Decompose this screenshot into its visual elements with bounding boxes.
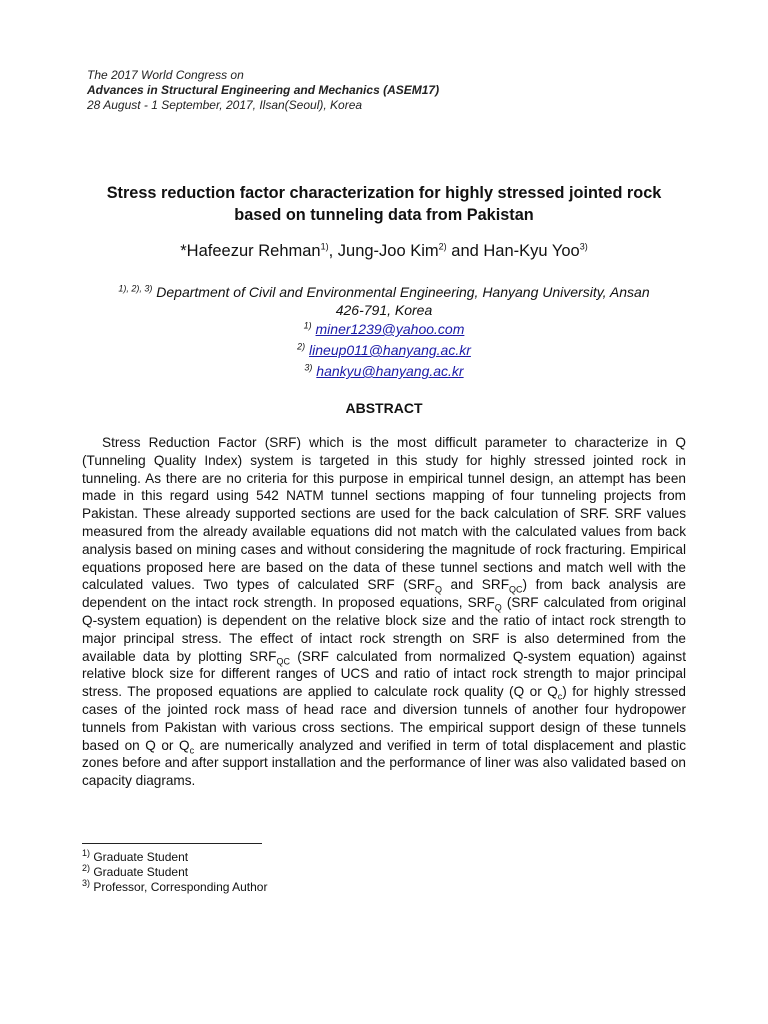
affiliation-line-1 xyxy=(82,283,686,301)
email-line-2 xyxy=(82,341,686,359)
abstract-heading: ABSTRACT xyxy=(345,400,423,416)
title-line-1: Stress reduction factor characterization for highly stressed jointed rock xyxy=(106,184,662,202)
footnote-1-text: Graduate Student xyxy=(90,850,189,864)
footnote-2-text: Graduate Student xyxy=(90,865,189,879)
author-separator-2: and xyxy=(446,242,484,260)
author-2-name: Jung-Joo Kim xyxy=(337,242,439,260)
author-separator-1: , xyxy=(328,242,338,260)
author-list xyxy=(82,240,686,262)
footnote-3 xyxy=(82,880,267,895)
conference-line-3: 28 August - 1 September, 2017, Ilsan(Seoul), Korea xyxy=(87,98,363,112)
abstract-body xyxy=(82,434,686,790)
author-1-mark: 1) xyxy=(320,241,329,252)
abstract-part-2: and SRF xyxy=(441,577,509,593)
footnote-3-text: Professor, Corresponding Author xyxy=(90,880,268,894)
footnote-divider xyxy=(82,843,262,844)
abstract-sub-qc: QC xyxy=(509,585,523,596)
abstract-part-3: ) from back analysis are dependent on the intact rock strength. In proposed equations, SRF xyxy=(82,577,686,611)
author-3-name: Han-Kyu Yoo xyxy=(483,242,580,260)
conference-header xyxy=(87,68,439,113)
conference-line-1: The 2017 World Congress on xyxy=(87,68,244,82)
footnote-2-mark: 2) xyxy=(82,863,91,873)
email-3-mark: 3) xyxy=(304,362,313,373)
abstract-sub-qc-2: QC xyxy=(276,656,290,667)
abstract-part-7: are numerically analyzed and verified in term of total displacement and plastic zones before and after support installation and the performance of liner was also validated based on capacity diagrams. xyxy=(82,737,686,789)
abstract-sub-q: Q xyxy=(434,585,442,596)
author-2-mark: 2) xyxy=(438,241,447,252)
email-1-link[interactable]: miner1239@yahoo.com xyxy=(315,321,465,337)
paper-title xyxy=(82,182,686,226)
abstract-part-1: Stress Reduction Factor (SRF) which is the most difficult parameter to characterize in Q (Tunneling Quality Index) system is targeted in this study for highly stressed jointed rock in tunneling. As there are no criteria for this purpose in empirical tunnel design, an attempt has been made in this regard using 542 NATM tunnel sections mapping of four tunneling projects from Pakistan. These already supported sections are used for the back calculation of SRF. SRF values measured from the already available equations did not match with the calculated values from back analysis based on mining cases and without considering the magnitude of rock fracturing. Empirical equations proposed here are based on the data of these tunnel sections and match well with the calculated values. Two types of calculated SRF (SRF xyxy=(82,435,686,593)
abstract-sub-c-2: c xyxy=(189,745,195,756)
email-2-link[interactable]: lineup011@hanyang.ac.kr xyxy=(309,342,471,358)
abstract-part-6: ) for highly stressed cases of the jointed rock mass of head race and diversion tunnels of another four hydropower tunnels from Pakistan with various cross sections. The empirical support design of these tunnels based on Q or Q xyxy=(82,684,686,753)
abstract-part-5: (SRF calculated from normalized Q-system equation) against relative block size for different ranges of UCS and ratio of intact rock strength to major principal stress. The proposed equations are applied to calculate rock quality (Q or Q xyxy=(82,648,686,700)
title-line-2: based on tunneling data from Pakistan xyxy=(234,206,534,224)
email-2-mark: 2) xyxy=(297,341,306,352)
abstract-part-4: (SRF calculated from original Q-system equation) is dependent on the relative block size and the ratio of intact rock strength to major principal stress. The effect of intact rock strength on SRF is also determined from the available data by plotting SRF xyxy=(82,595,686,664)
email-3-link[interactable]: hankyu@hanyang.ac.kr xyxy=(316,363,464,379)
email-line-1 xyxy=(82,320,686,338)
footnote-1-mark: 1) xyxy=(82,848,91,858)
footnote-1 xyxy=(82,850,188,865)
abstract-sub-q-2: Q xyxy=(494,602,502,613)
footnote-2 xyxy=(82,865,188,880)
affiliation xyxy=(82,283,686,319)
author-3-mark: 3) xyxy=(579,241,588,252)
abstract-sub-c: c xyxy=(557,691,563,702)
conference-line-2: Advances in Structural Engineering and Mechanics (ASEM17) xyxy=(87,83,440,97)
footnote-3-mark: 3) xyxy=(82,878,91,888)
affiliation-marks: 1), 2), 3) xyxy=(118,283,153,294)
author-1-name: *Hafeezur Rehman xyxy=(180,242,321,260)
affiliation-text: Department of Civil and Environmental Engineering, Hanyang University, Ansan xyxy=(152,284,650,300)
email-1-mark: 1) xyxy=(303,320,312,331)
affiliation-line-2: 426-791, Korea xyxy=(335,302,433,318)
email-line-3 xyxy=(82,362,686,380)
